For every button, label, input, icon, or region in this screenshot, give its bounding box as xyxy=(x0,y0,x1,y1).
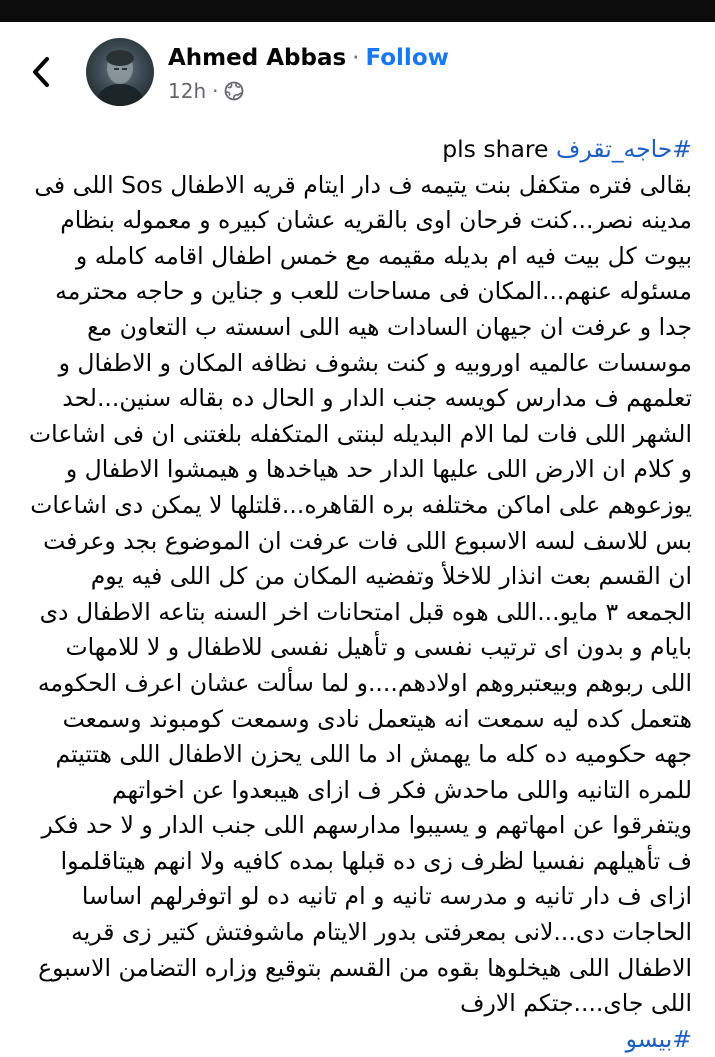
post-text-line: يوزعوهم على اماكن مختلفه بره القاهره...قلتلها لا يمكن دى اشاعات xyxy=(30,490,692,519)
post-text-line: بس للاسف لسه الاسبوع اللى فات عرفت ان الموضوع بجد وعرفت xyxy=(43,526,692,555)
hashtag-bottom[interactable]: #بيسو xyxy=(625,1024,692,1053)
post-text-line: بقالى فتره متكفل بنت يتيمه ف دار ايتام قريه الاطفال Sos اللى فى xyxy=(34,170,692,199)
post-text-line: مدينه نصر...كنت فرحان اوى بالقريه عشان كبيره و معموله بنظام xyxy=(60,206,692,235)
post-text xyxy=(22,168,692,1022)
post-text-line: اللى ربوهم وبيعتبروهم اولادهم....و لما سألت عشان اعرف الحكومه xyxy=(37,668,692,697)
post-meta xyxy=(168,77,244,105)
post-text-line: موسسات عالميه اوروبيه و كنت بشوف نظافه المكان و الاطفال و xyxy=(58,348,692,377)
back-button[interactable] xyxy=(24,52,58,92)
post-last-line xyxy=(22,1022,692,1057)
post-header xyxy=(0,22,715,122)
globe-icon xyxy=(224,81,244,101)
post-text-line: ازاى ف دار تانيه و مدرسه تانيه و ام تانيه ده لو اتوفرلهم اساسا xyxy=(81,882,692,911)
post-text-line: الاطفال اللى هيخلوها بقوه من القسم بتوقيع وزاره التضامن الاسبوع xyxy=(38,953,692,982)
post-body xyxy=(22,132,692,1057)
post-text-line: جدا و عرفت ان جيهان السادات هيه اللى اسسته ب التعاون مع xyxy=(87,312,692,341)
post-text-line: الحاجات دى...لانى بمعرفتى بدور الايتام ماشوفتش كتير زى قريه xyxy=(71,918,692,947)
post-text-line: ويتفرقوا عن امهاتهم و يسيبوا مدارسهم اللى جنب الدار و لا حد فكر xyxy=(41,811,692,840)
meta-separator: · xyxy=(212,79,219,103)
post-text-line: للمره التانيه واللى ماحدش فكر ف ازاى هيبعدوا عن اخواتهم xyxy=(111,775,692,804)
post-text-line: بيوت كل بيت فيه ام بديله مقيمه مع خمس اطفال اقامه كامله و xyxy=(75,241,692,270)
share-text: pls share xyxy=(442,135,549,163)
timestamp[interactable]: 12h xyxy=(168,79,207,103)
author-name[interactable]: Ahmed Abbas xyxy=(168,45,347,71)
post-text-line: مسئوله عنهم...المكان فى مساحات للعب و جناين و حاجه محترمه xyxy=(55,277,692,306)
status-bar xyxy=(0,0,715,22)
post-text-line: ف تأهيلهم نفسيا لظرف زى ده قبلها بمده كافيه ولا انهم هيتاقلموا xyxy=(60,846,692,875)
post-text-line: هتعمل كده ليه سمعت انه هيتعمل نادى وسمعت كومبوند وسمعت xyxy=(62,704,692,733)
post-text-line: بايام و بدون اى ترتيب نفسى و تأهيل نفسى للاطفال و لا للامهات xyxy=(65,633,692,662)
post-text-line: اللى جاى....جتكم الارف xyxy=(460,989,692,1018)
hashtag-top[interactable]: #حاجه_تقرف xyxy=(555,135,692,163)
avatar-photo xyxy=(86,38,154,106)
author-row xyxy=(168,42,449,74)
post-text-line: جهه حكوميه ده كله ما يهمش اد ما اللى يحزن الاطفال اللى هتتيتم xyxy=(55,740,692,769)
post-text-line: ان القسم بعت انذار للاخلأ وتفضيه المكان من كل اللى فيه يوم xyxy=(90,562,692,591)
avatar[interactable] xyxy=(86,38,154,106)
post-text-line: الشهر اللى فات لما الام البديله لبنتى المتكفله بلغتنى ان فى اشاعات xyxy=(29,419,692,448)
separator-dot: · xyxy=(352,45,360,71)
post-text-line: و كلام ان الارض اللى عليها الدار حد هياخدها و هيمشوا الاطفال و xyxy=(65,455,692,484)
chevron-left-icon xyxy=(30,55,52,89)
post-text-line: الجمعه ٣ مايو...اللى هوه قبل امتحانات اخر السنه بتاعه الاطفال دى xyxy=(39,597,692,626)
post-first-line xyxy=(22,132,692,168)
post-text-line: تعلمهم ف مدارس كويسه جنب الدار و الحال ده بقاله سنين...لحد xyxy=(62,384,692,413)
follow-button[interactable]: Follow xyxy=(365,45,449,71)
